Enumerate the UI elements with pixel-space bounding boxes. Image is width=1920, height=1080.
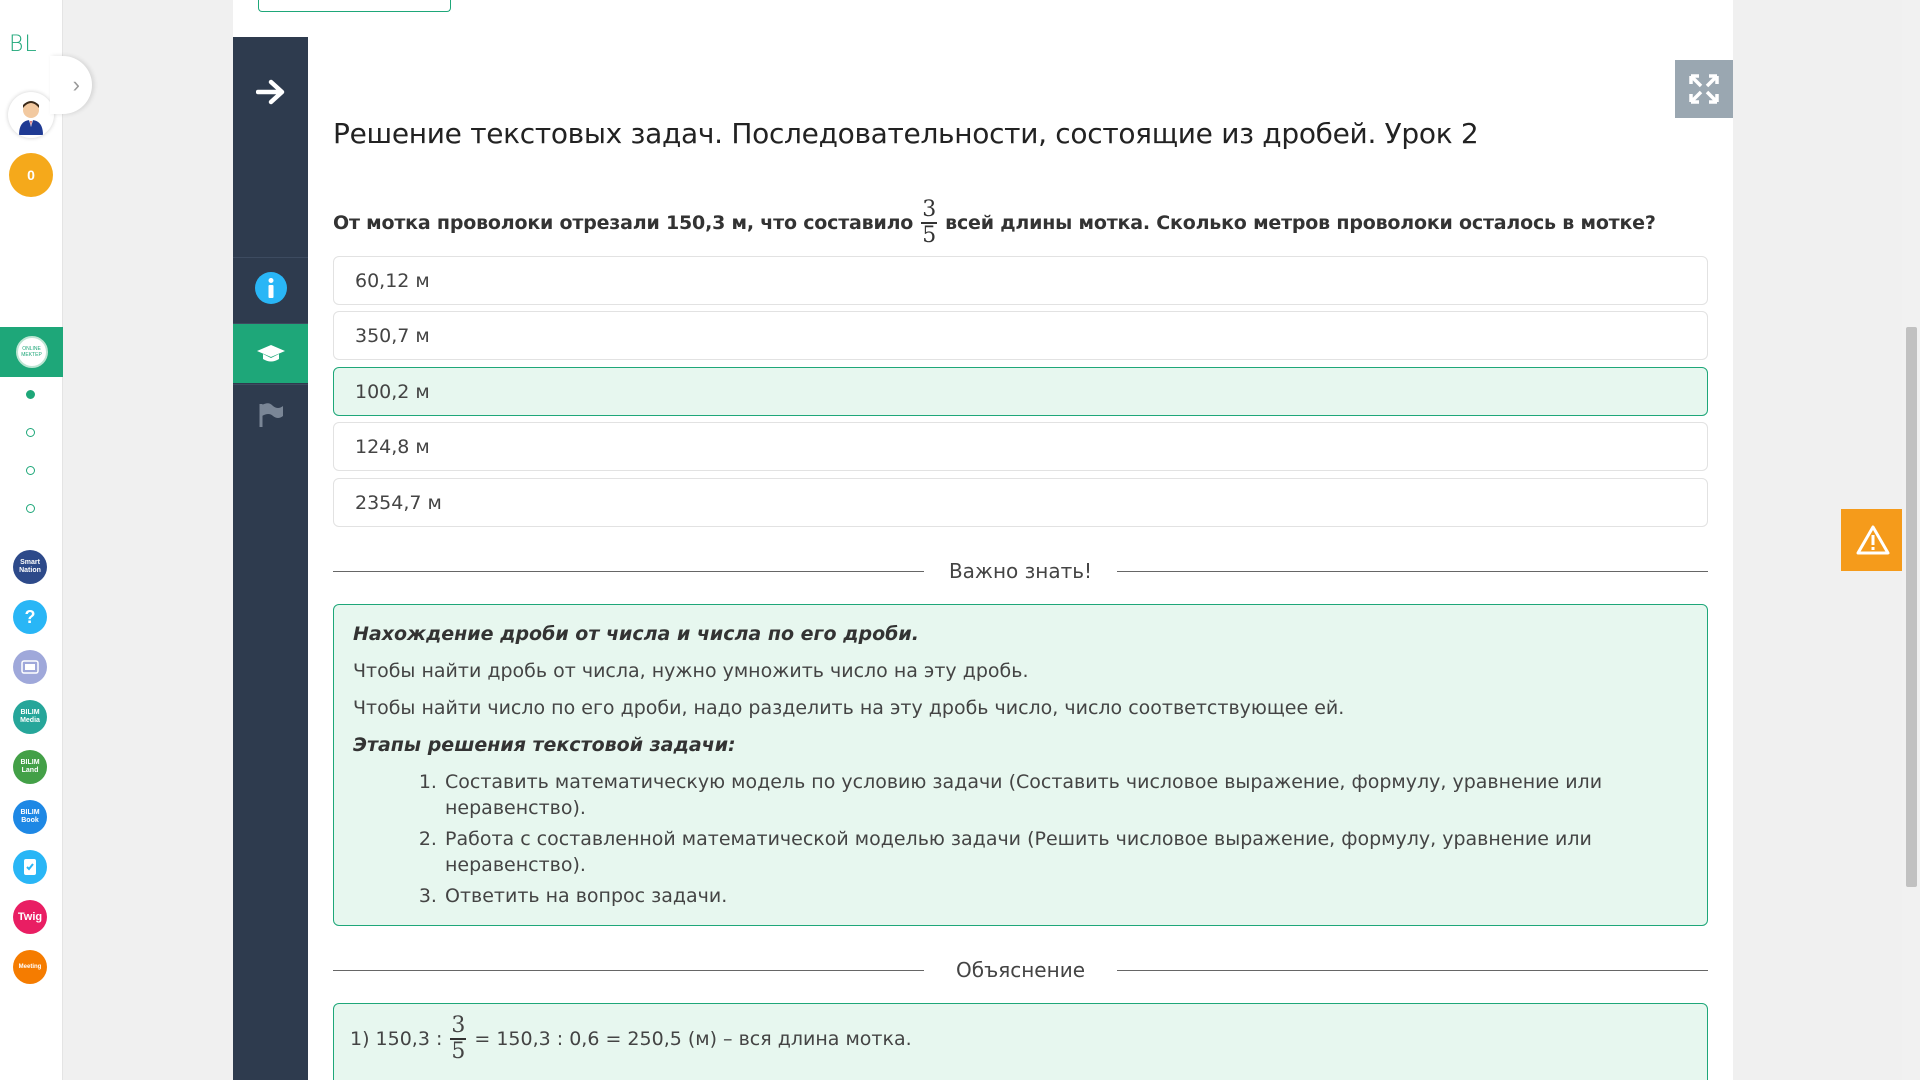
explanation-suffix: = 150,3 : 0,6 = 250,5 (м) – вся длина мотка. (474, 1027, 912, 1050)
bilim-book-icon[interactable]: BILIM Book (13, 800, 47, 834)
twig-icon[interactable]: Twig (13, 900, 47, 934)
user-avatar-icon (11, 95, 51, 135)
answer-option-1[interactable]: 60,12 м (333, 256, 1708, 305)
fraction-numerator: 3 (922, 197, 937, 222)
theory-box (333, 604, 1708, 926)
explanation-fraction (450, 1014, 466, 1064)
explanation-box (333, 1003, 1708, 1080)
graduation-cap-icon (256, 343, 286, 365)
fraction-denominator: 5 (451, 1038, 466, 1064)
expand-icon (1689, 74, 1719, 104)
subnav-dot-3[interactable] (26, 466, 35, 475)
lesson-nav (233, 37, 308, 1080)
question-text (333, 198, 1713, 248)
step-item: 3. Ответить на вопрос задачи. (443, 883, 1688, 909)
fraction-numerator: 3 (451, 1013, 466, 1038)
subnav-dot-2[interactable] (26, 428, 35, 437)
app-sidebar (0, 0, 63, 1080)
info-icon (254, 271, 288, 305)
important-divider (333, 556, 1708, 586)
coins-counter[interactable]: 0 (9, 153, 53, 197)
question-text-before: От мотка проволоки отрезали 150,3 м, что составило (333, 211, 914, 234)
fullscreen-button[interactable] (1675, 60, 1733, 118)
theory-line-2: Чтобы найти число по его дроби, надо разделить на эту дробь число, число соответствующее ей. (353, 697, 1345, 719)
sidebar-expand-button[interactable] (50, 56, 92, 114)
answer-option-3[interactable]: 100,2 м (333, 367, 1708, 416)
page-scrollbar[interactable] (1902, 0, 1920, 1080)
avatar[interactable] (8, 92, 54, 138)
sidebar-item-online-mektep[interactable] (0, 327, 63, 377)
arrow-right-icon (256, 79, 286, 105)
step-item: 2. Работа с составленной математической моделью задачи (Решить числовое выражение, формулу, уравнение или неравенство). (443, 826, 1688, 878)
explanation-label: Объяснение (956, 958, 1085, 982)
page-title: Решение текстовых задач. Последовательности, состоящие из дробей. Урок 2 (333, 117, 1479, 150)
help-icon[interactable]: ? (13, 600, 47, 634)
divider-line (1117, 970, 1708, 971)
theory-heading: Нахождение дроби от числа и числа по его дроби. (353, 623, 919, 645)
divider-line (333, 571, 924, 572)
nav-info[interactable] (233, 257, 308, 317)
online-mektep-icon: ONLINE MEKTEP (16, 336, 48, 368)
theory-line-1: Чтобы найти дробь от числа, нужно умножить число на эту дробь. (353, 660, 1029, 682)
bilim-land-icon[interactable]: BILIM Land (13, 750, 47, 784)
scrollbar-thumb[interactable] (1906, 327, 1917, 887)
answer-option-4[interactable]: 124,8 м (333, 422, 1708, 471)
answer-option-2[interactable]: 350,7 м (333, 311, 1708, 360)
smart-nation-icon[interactable]: Smart Nation (13, 550, 47, 584)
nav-lesson[interactable] (233, 323, 308, 383)
nav-flag[interactable] (233, 384, 308, 444)
bilim-media-icon[interactable]: BILIM Media (13, 700, 47, 734)
flag-icon (257, 401, 285, 429)
explanation-prefix: 1) 150,3 : (350, 1027, 443, 1050)
question-fraction (921, 198, 937, 248)
report-error-button[interactable] (1841, 509, 1904, 571)
step-item: 1. Составить математическую модель по условию задачи (Составить числовое выражение, формулу, уравнение или неравенство). (443, 769, 1688, 821)
meeting-icon[interactable]: Meeting (13, 950, 47, 984)
answer-option-5[interactable]: 2354,7 м (333, 478, 1708, 527)
subnav-dot-4[interactable] (26, 504, 35, 513)
explanation-step-1 (350, 1014, 912, 1064)
question-text-after: всей длины мотка. Сколько метров проволоки осталось в мотке? (945, 211, 1656, 234)
subnav-dot-1[interactable] (26, 390, 35, 399)
video-icon[interactable] (13, 650, 47, 684)
steps-heading: Этапы решения текстовой задачи: (353, 734, 736, 756)
steps-list (423, 769, 1688, 909)
nav-toggle-button[interactable] (233, 67, 308, 117)
test-icon[interactable] (13, 850, 47, 884)
fraction-denominator: 5 (922, 222, 937, 248)
bilimland-logo[interactable]: BL (9, 32, 38, 57)
important-label: Важно знать! (948, 559, 1093, 583)
top-button[interactable] (258, 0, 451, 12)
divider-line (1117, 571, 1708, 572)
divider-line (333, 970, 924, 971)
explanation-divider (333, 955, 1708, 985)
warning-icon (1855, 524, 1891, 556)
chevron-right-icon: › (72, 72, 80, 97)
